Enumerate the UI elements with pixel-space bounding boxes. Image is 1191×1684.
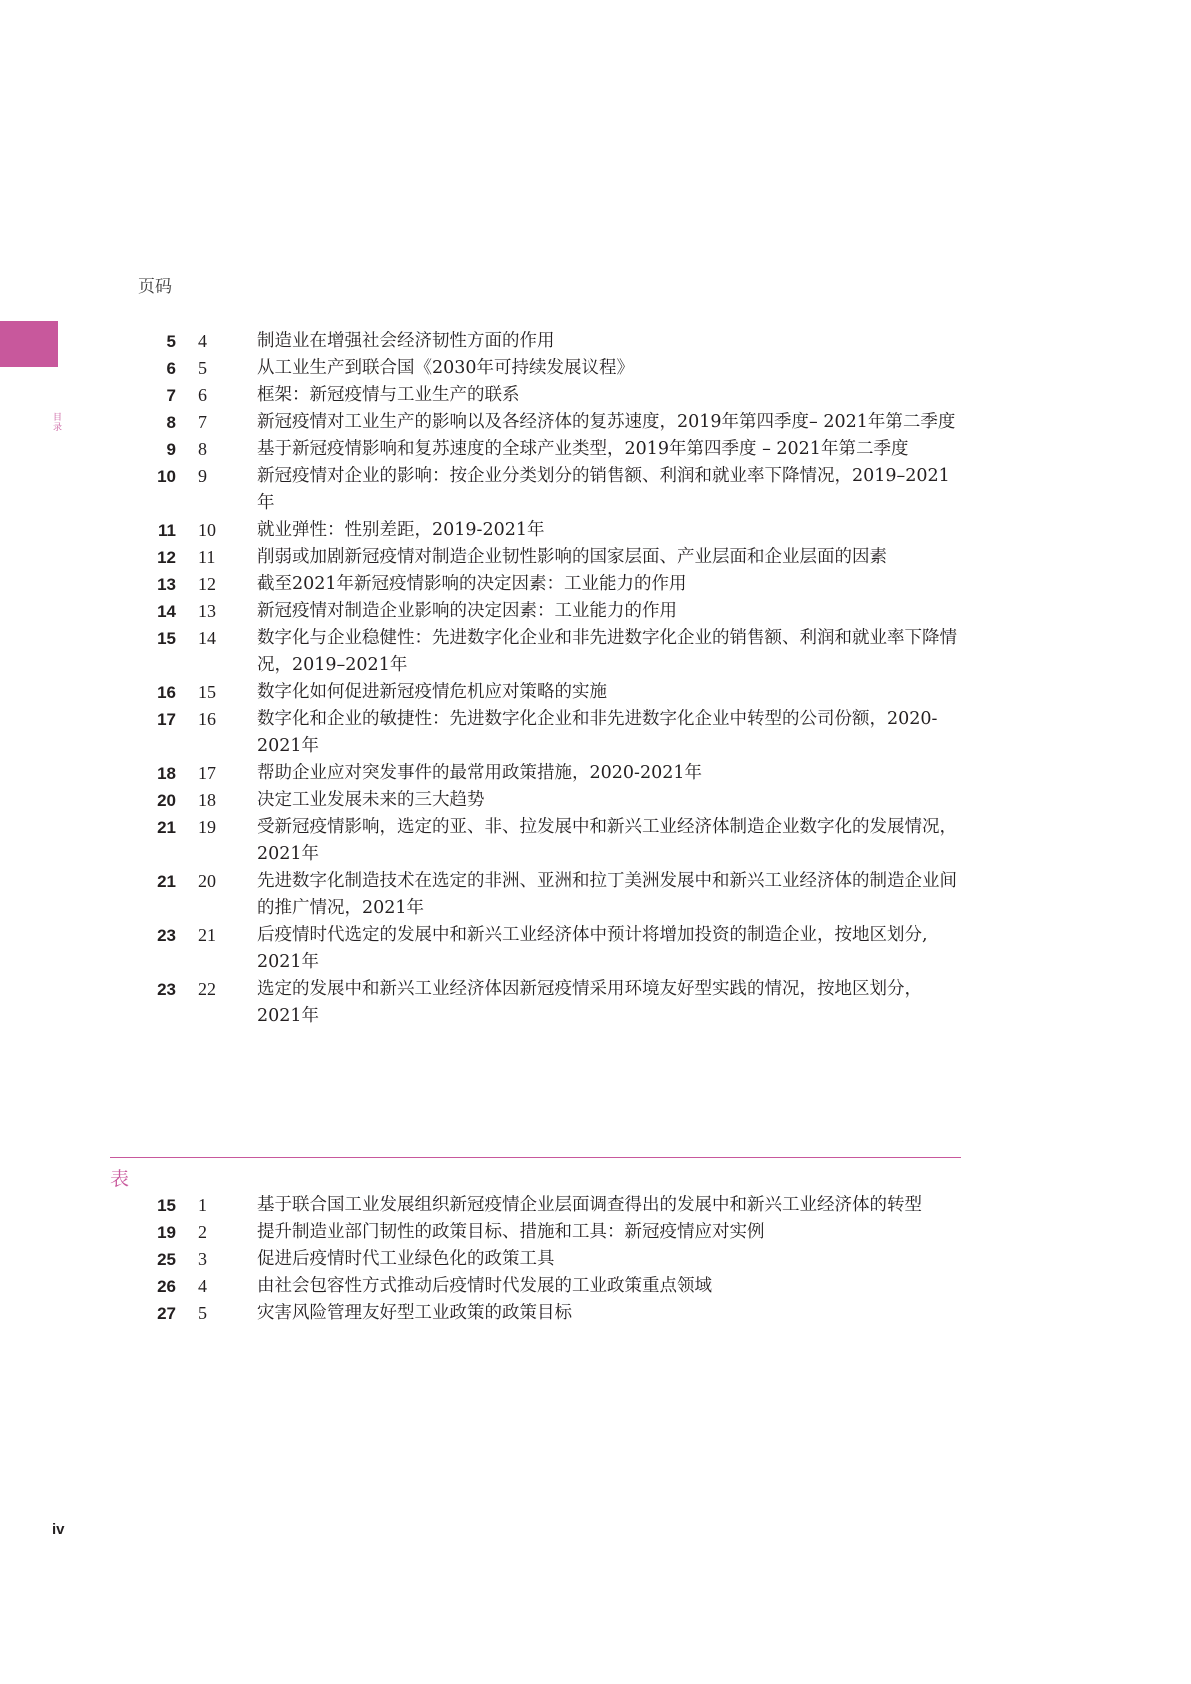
figure-entry[interactable]	[0, 355, 1100, 382]
table-entry[interactable]	[0, 1246, 1100, 1273]
figure-number: 15	[198, 682, 216, 702]
figure-number: 13	[198, 601, 216, 621]
figure-page-number: 13	[157, 575, 176, 594]
table-number: 3	[198, 1249, 207, 1269]
figure-number: 8	[198, 439, 207, 459]
figure-entry[interactable]	[0, 868, 1100, 922]
figure-title: 数字化与企业稳健性：先进数字化企业和非先进数字化企业的销售额、利润和就业率下降情况，2019–2021年	[257, 628, 957, 675]
figure-entry[interactable]	[0, 598, 1100, 625]
figure-number: 12	[198, 574, 216, 594]
figure-page-number: 10	[157, 467, 176, 486]
figure-number: 14	[198, 628, 216, 648]
table-page-number: 26	[157, 1277, 176, 1296]
figure-entry[interactable]	[0, 976, 1100, 1030]
figure-entry[interactable]	[0, 679, 1100, 706]
table-title: 提升制造业部门韧性的政策目标、措施和工具：新冠疫情应对实例	[257, 1222, 765, 1242]
table-entry[interactable]	[0, 1219, 1100, 1246]
figure-title: 新冠疫情对制造企业影响的决定因素：工业能力的作用	[257, 601, 677, 621]
figure-entry[interactable]	[0, 436, 1100, 463]
figure-entry[interactable]	[0, 517, 1100, 544]
figure-title: 决定工业发展未来的三大趋势	[257, 790, 485, 810]
figure-number: 7	[198, 412, 207, 432]
figure-entry[interactable]	[0, 328, 1100, 355]
figure-page-number: 20	[157, 791, 176, 810]
table-page-number: 15	[157, 1196, 176, 1215]
figure-page-number: 16	[157, 683, 176, 702]
figure-entry[interactable]	[0, 787, 1100, 814]
figure-page-number: 12	[157, 548, 176, 567]
figure-number: 18	[198, 790, 216, 810]
figure-page-number: 21	[157, 872, 176, 891]
figure-number: 9	[198, 466, 207, 486]
figure-title: 帮助企业应对突发事件的最常用政策措施，2020-2021年	[257, 763, 702, 783]
figure-entry[interactable]	[0, 409, 1100, 436]
figure-entry[interactable]	[0, 571, 1100, 598]
figure-number: 21	[198, 925, 216, 945]
figure-number: 17	[198, 763, 216, 783]
table-title: 促进后疫情时代工业绿色化的政策工具	[257, 1249, 555, 1269]
figure-page-number: 17	[157, 710, 176, 729]
page-folio: iv	[52, 1521, 65, 1538]
figure-title: 选定的发展中和新兴工业经济体因新冠疫情采用环境友好型实践的情况，按地区划分，2021年	[257, 979, 922, 1026]
table-title: 灾害风险管理友好型工业政策的政策目标	[257, 1303, 572, 1323]
side-tab-label: 目录	[51, 412, 61, 432]
tables-heading: 表	[110, 1168, 130, 1190]
figure-title: 基于新冠疫情影响和复苏速度的全球产业类型，2019年第四季度 – 2021年第二季度	[257, 439, 909, 459]
figure-page-number: 15	[157, 629, 176, 648]
figure-page-number: 14	[157, 602, 176, 621]
figure-page-number: 11	[158, 521, 176, 540]
page-label: 页码	[138, 277, 172, 297]
table-number: 4	[198, 1276, 207, 1296]
table-page-number: 25	[157, 1250, 176, 1269]
figure-number: 22	[198, 979, 216, 999]
figure-title: 新冠疫情对企业的影响：按企业分类划分的销售额、利润和就业率下降情况，2019–2021年	[257, 466, 950, 513]
table-page-number: 19	[157, 1223, 176, 1242]
figure-title: 截至2021年新冠疫情影响的决定因素：工业能力的作用	[257, 574, 687, 594]
table-page-number: 27	[157, 1304, 176, 1323]
figure-number: 10	[198, 520, 216, 540]
figure-page-number: 23	[157, 980, 176, 999]
figure-number: 5	[198, 358, 207, 378]
figure-page-number: 7	[166, 386, 176, 405]
figure-title: 框架：新冠疫情与工业生产的联系	[257, 385, 520, 405]
figure-page-number: 18	[157, 764, 176, 783]
figure-entry[interactable]	[0, 625, 1100, 679]
figure-page-number: 8	[166, 413, 176, 432]
figure-number: 16	[198, 709, 216, 729]
table-entry[interactable]	[0, 1300, 1100, 1327]
figure-number: 6	[198, 385, 207, 405]
figure-title: 就业弹性：性别差距，2019-2021年	[257, 520, 545, 540]
table-entry[interactable]	[0, 1273, 1100, 1300]
figure-title: 后疫情时代选定的发展中和新兴工业经济体中预计将增加投资的制造企业，按地区划分, 2021年	[257, 925, 928, 972]
figure-number: 19	[198, 817, 216, 837]
table-title: 基于联合国工业发展组织新冠疫情企业层面调查得出的发展中和新兴工业经济体的转型	[257, 1195, 922, 1215]
figure-page-number: 23	[157, 926, 176, 945]
figure-number: 4	[198, 331, 207, 351]
figure-entry[interactable]	[0, 706, 1100, 760]
table-number: 1	[198, 1195, 207, 1215]
section-divider	[110, 1157, 961, 1158]
figure-page-number: 9	[166, 440, 176, 459]
table-number: 2	[198, 1222, 207, 1242]
figure-entry[interactable]	[0, 922, 1100, 976]
figure-title: 从工业生产到联合国《2030年可持续发展议程》	[257, 358, 635, 378]
figure-title: 数字化和企业的敏捷性：先进数字化企业和非先进数字化企业中转型的公司份额，2020-2021年	[257, 709, 938, 756]
figure-entry[interactable]	[0, 463, 1100, 517]
figure-title: 制造业在增强社会经济韧性方面的作用	[257, 331, 555, 351]
figure-entry[interactable]	[0, 544, 1100, 571]
figure-title: 先进数字化制造技术在选定的非洲、亚洲和拉丁美洲发展中和新兴工业经济体的制造企业间的推广情况，2021年	[257, 871, 957, 918]
tables-list	[0, 1192, 1100, 1327]
figure-title: 数字化如何促进新冠疫情危机应对策略的实施	[257, 682, 607, 702]
figure-number: 20	[198, 871, 216, 891]
figure-entry[interactable]	[0, 814, 1100, 868]
figure-entry[interactable]	[0, 382, 1100, 409]
figure-title: 削弱或加剧新冠疫情对制造企业韧性影响的国家层面、产业层面和企业层面的因素	[257, 547, 887, 567]
figure-title: 新冠疫情对工业生产的影响以及各经济体的复苏速度，2019年第四季度– 2021年第二季度	[257, 412, 956, 432]
figure-title: 受新冠疫情影响，选定的亚、非、拉发展中和新兴工业经济体制造企业数字化的发展情况，2021年	[257, 817, 957, 864]
figure-page-number: 21	[157, 818, 176, 837]
table-number: 5	[198, 1303, 207, 1323]
figures-list	[0, 328, 1100, 1030]
table-entry[interactable]	[0, 1192, 1100, 1219]
figure-page-number: 6	[166, 359, 176, 378]
figure-page-number: 5	[166, 332, 176, 351]
table-title: 由社会包容性方式推动后疫情时代发展的工业政策重点领域	[257, 1276, 712, 1296]
figure-number: 11	[198, 547, 216, 567]
figure-entry[interactable]	[0, 760, 1100, 787]
